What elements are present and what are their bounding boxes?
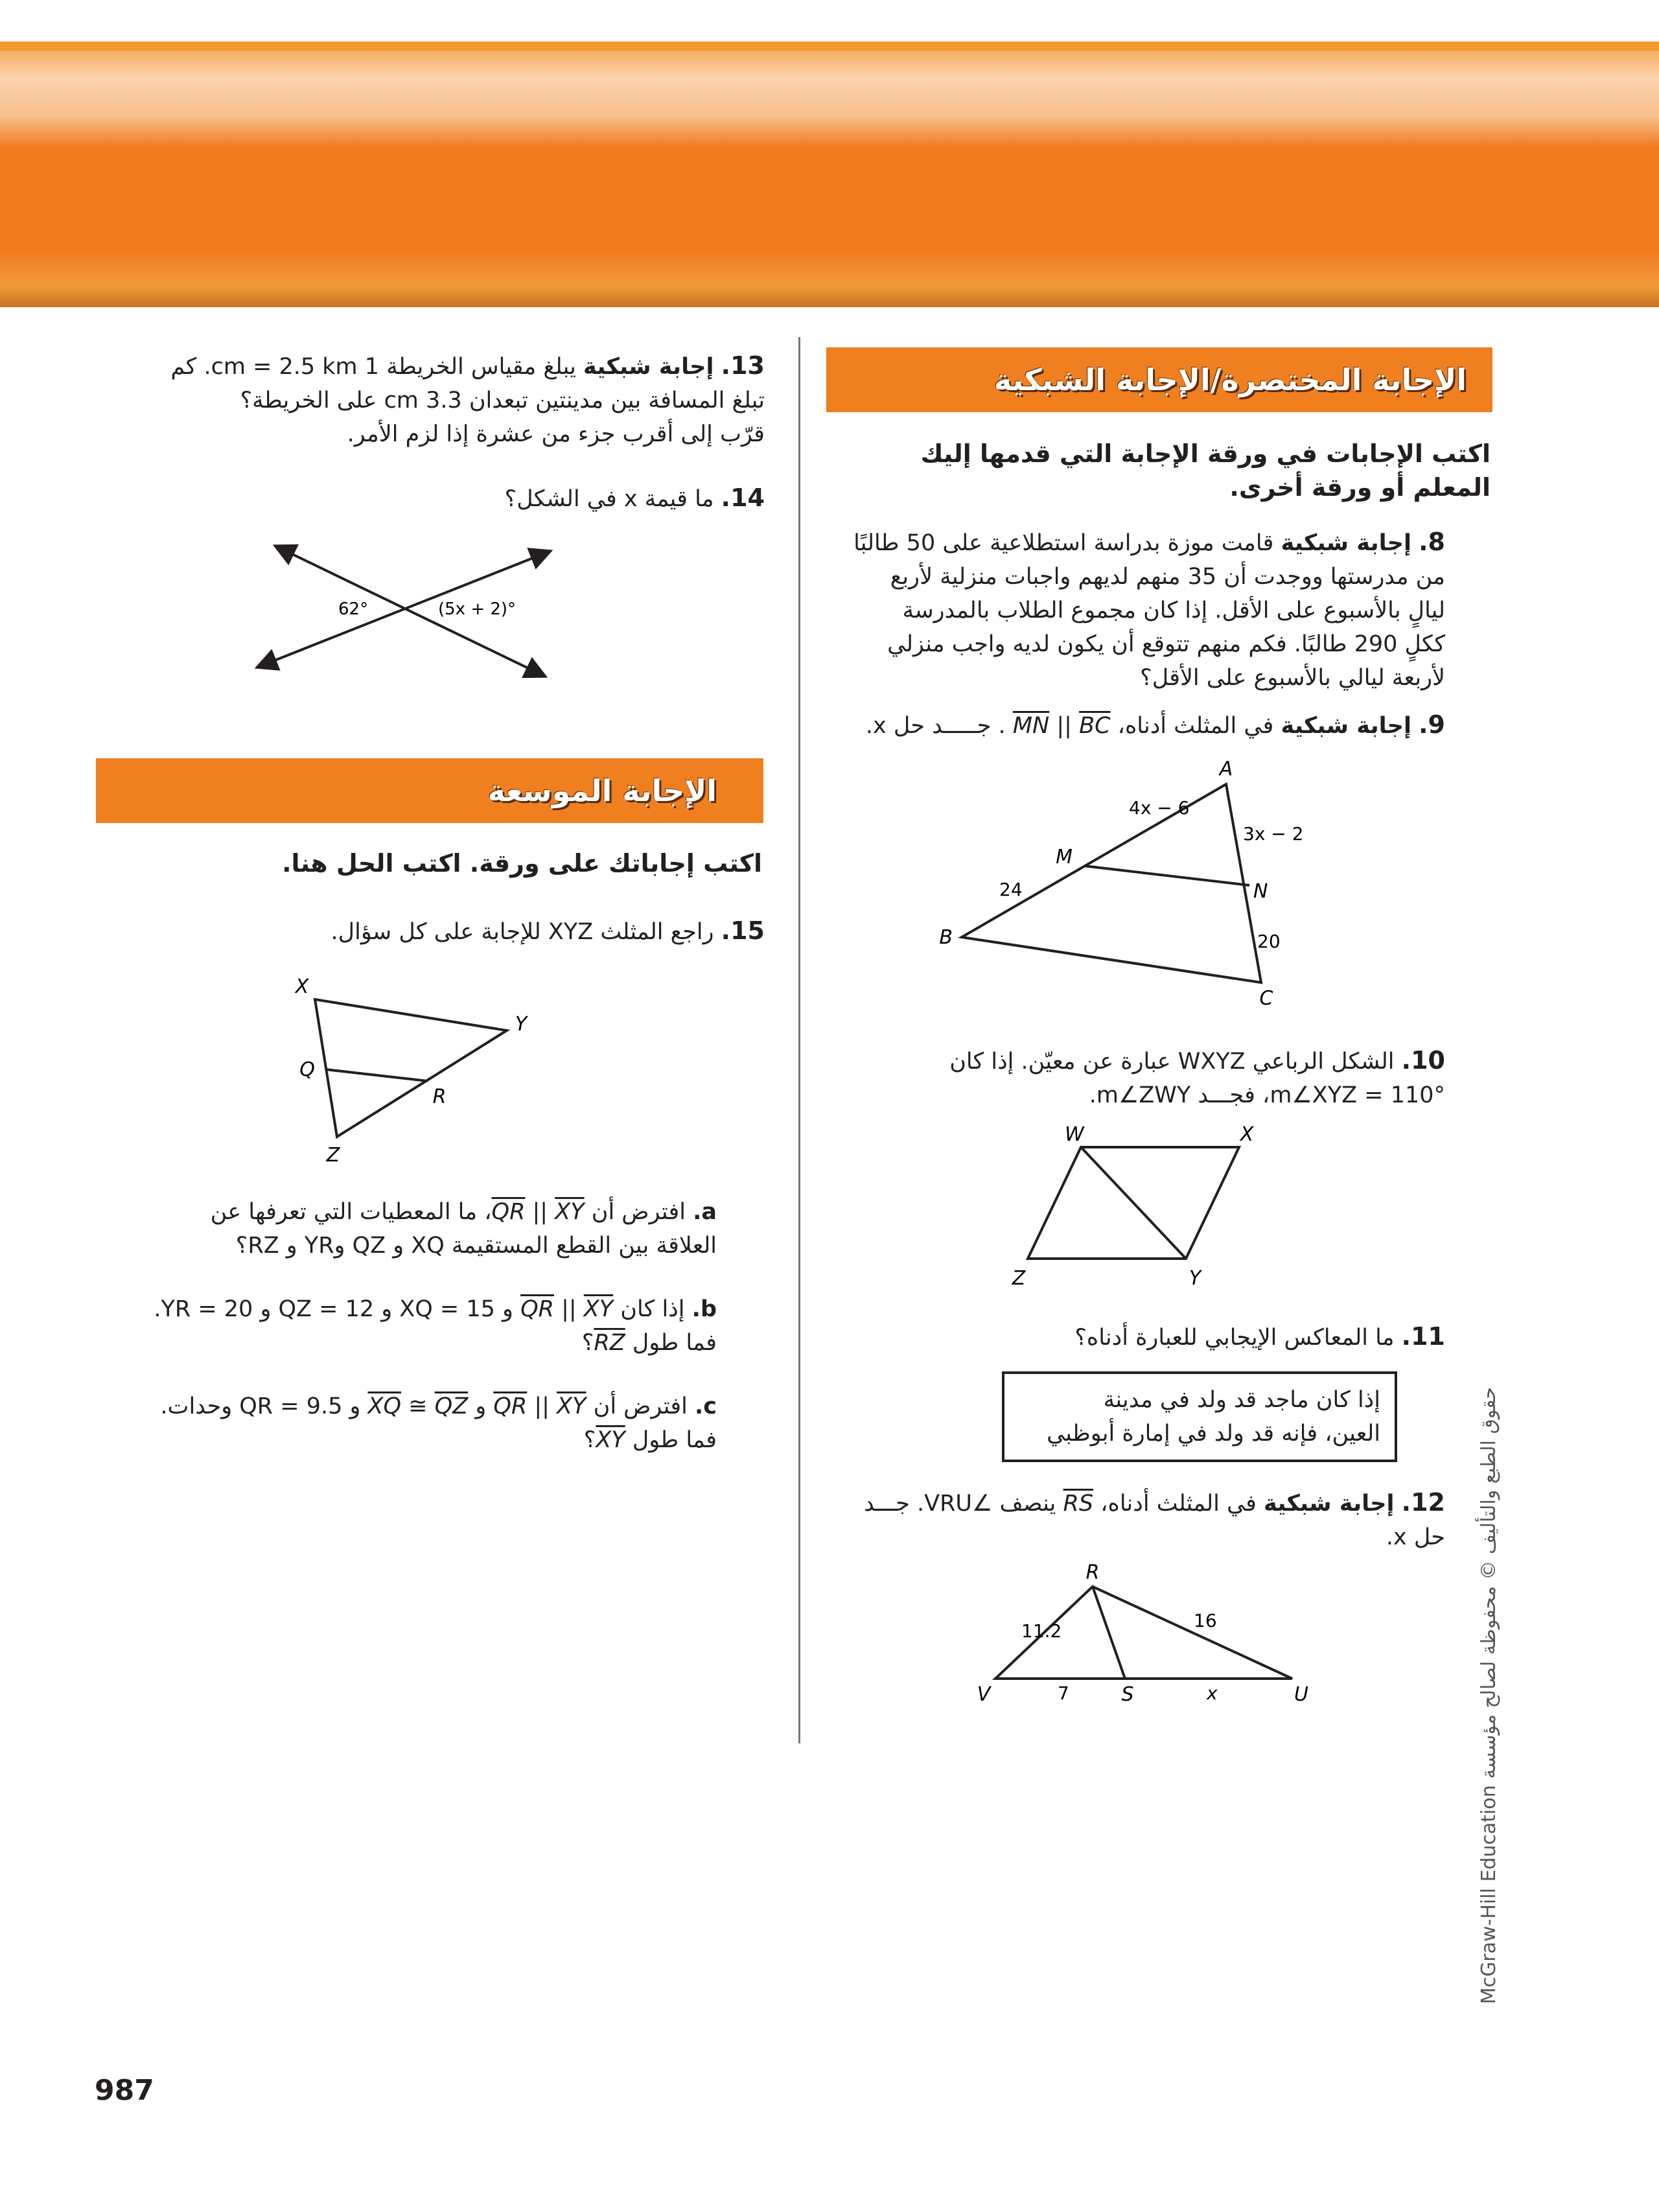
angle-5x-plus-2: (5x + 2)° bbox=[438, 600, 516, 619]
label-z: Z bbox=[326, 1144, 340, 1167]
question-8: 8. إجابة شبكية قامت موزة بدراسة استطلاعية على 50 طالبًا من مدرستها ووجدت أن 35 منهم لديهم واجبات منزلية لأربع ليالٍ بالأسبوع على الأقل. إذا كان مجموع الطلاب بالمدرسة ككلٍ 290 طالبًا. فكم منهم تتوقع أن يكون لديه واجب منزلي لأربعة ليالي بالأسبوع على الأقل؟ bbox=[853, 528, 1445, 691]
label-an: 3x − 2 bbox=[1243, 823, 1304, 844]
label-x: X bbox=[295, 975, 309, 998]
question-13: 13. إجابة شبكية يبلغ مقياس الخريطة 1 cm = 2.5 km. كم تبلغ المسافة بين مدينتين تبعدان 3.3 cm على الخريطة؟ قرّب إلى أقرب جزء من عشرة إذا لزم الأمر. bbox=[170, 351, 765, 447]
label-nc: 20 bbox=[1257, 931, 1281, 952]
question-11: 11. ما المعاكس الإيجابي للعبارة أدناه؟ bbox=[1074, 1322, 1445, 1351]
short-response-header bbox=[826, 347, 1492, 412]
extended-response-title: الإجابة الموسعة bbox=[487, 773, 717, 808]
label-x: X bbox=[1240, 1123, 1254, 1146]
copyright-notice: حقوق الطبع والتأليف © محفوظة لصالح مؤسسة McGraw-Hill Education bbox=[1478, 1387, 1500, 2005]
label-y: Y bbox=[515, 1013, 528, 1036]
figure-triangle-vru bbox=[972, 1555, 1335, 1711]
label-rv: 11.2 bbox=[1021, 1620, 1062, 1642]
question-9: 9. إجابة شبكية في المثلث أدناه، $\overline{MN}$ || $\overline{BC}$ . جـــــد حل x. bbox=[865, 710, 1445, 739]
label-v: V bbox=[977, 1683, 991, 1706]
header-banner bbox=[0, 41, 1659, 307]
label-s: S bbox=[1121, 1683, 1134, 1706]
label-a: A bbox=[1219, 758, 1233, 780]
short-response-instruction: اكتب الإجابات في ورقة الإجابة التي قدمها إليك المعلم أو ورقة أخرى. bbox=[920, 439, 1491, 502]
figure-intersecting-lines bbox=[246, 531, 557, 687]
label-q: Q bbox=[299, 1058, 315, 1081]
figure-triangle-xyz bbox=[279, 966, 538, 1180]
label-r: R bbox=[432, 1086, 447, 1108]
column-divider bbox=[798, 337, 800, 1743]
label-u: U bbox=[1294, 1683, 1308, 1706]
label-m: M bbox=[1056, 846, 1073, 868]
angle-62: 62° bbox=[338, 600, 369, 619]
figure-rhombus-wxyz bbox=[998, 1115, 1283, 1296]
question-15c: c. افترض أن $\overline{QR}$ || $\overline{XY}$ و $\overline{XQ}$ ≅ $\overline{QZ}$ و QR = 9.5 وحدات. فما طول $\overline{XY}؟$ bbox=[160, 1393, 717, 1453]
label-y: Y bbox=[1189, 1267, 1201, 1290]
figure-triangle-abc bbox=[927, 752, 1328, 1011]
extended-response-header bbox=[96, 758, 763, 823]
question-15a: a. افترض أن $\overline{QR}$ || $\overline{XY}،$ ما المعطيات التي تعرفها عن العلاقة بين القطع المستقيمة XQ و QZ وYR و RZ؟ bbox=[210, 1199, 717, 1259]
label-r: R bbox=[1085, 1561, 1100, 1584]
label-z: Z bbox=[1012, 1267, 1026, 1290]
question-15b: b. إذا كان $\overline{QR}$ || $\overline{XY}$ و XQ = 15 و QZ = 12 و YR = 20. فما طول $\overline{RZ}؟$ bbox=[154, 1296, 717, 1356]
label-am: 4x − 6 bbox=[1129, 797, 1190, 819]
question-10: 10. الشكل الرباعي WXYZ عبارة عن معيّن. إذا كان m∠XYZ = 110°، فجـــد m∠ZWY. bbox=[949, 1046, 1445, 1108]
question-15: 15. راجع المثلث XYZ للإجابة على كل سؤال. bbox=[331, 916, 765, 945]
label-vs: 7 bbox=[1058, 1682, 1069, 1704]
label-c: C bbox=[1259, 987, 1273, 1010]
label-mb: 24 bbox=[999, 879, 1023, 900]
label-w: W bbox=[1065, 1123, 1084, 1146]
extended-response-instruction: اكتب إجاباتك على ورقة. اكتب الحل هنا. bbox=[282, 849, 762, 878]
question-14: 14. ما قيمة x في الشكل؟ bbox=[504, 483, 765, 512]
header-top-stripe bbox=[0, 41, 1659, 51]
label-ru: 16 bbox=[1194, 1610, 1217, 1631]
short-response-title: الإجابة المختصرة/الإجابة الشبكية bbox=[993, 362, 1467, 397]
label-su: x bbox=[1207, 1682, 1218, 1704]
page-number: 987 bbox=[95, 2074, 154, 2107]
label-n: N bbox=[1253, 880, 1268, 903]
question-12: 12. إجابة شبكية في المثلث أدناه، $\overline{RS}$ ينصف ∠VRU. جـــد حل x. bbox=[864, 1488, 1445, 1550]
label-b: B bbox=[939, 926, 953, 949]
conditional-statement-box: إذا كان ماجد قد ولد في مدينة العين، فإنه قد ولد في إمارة أبوظبي bbox=[1002, 1371, 1397, 1462]
